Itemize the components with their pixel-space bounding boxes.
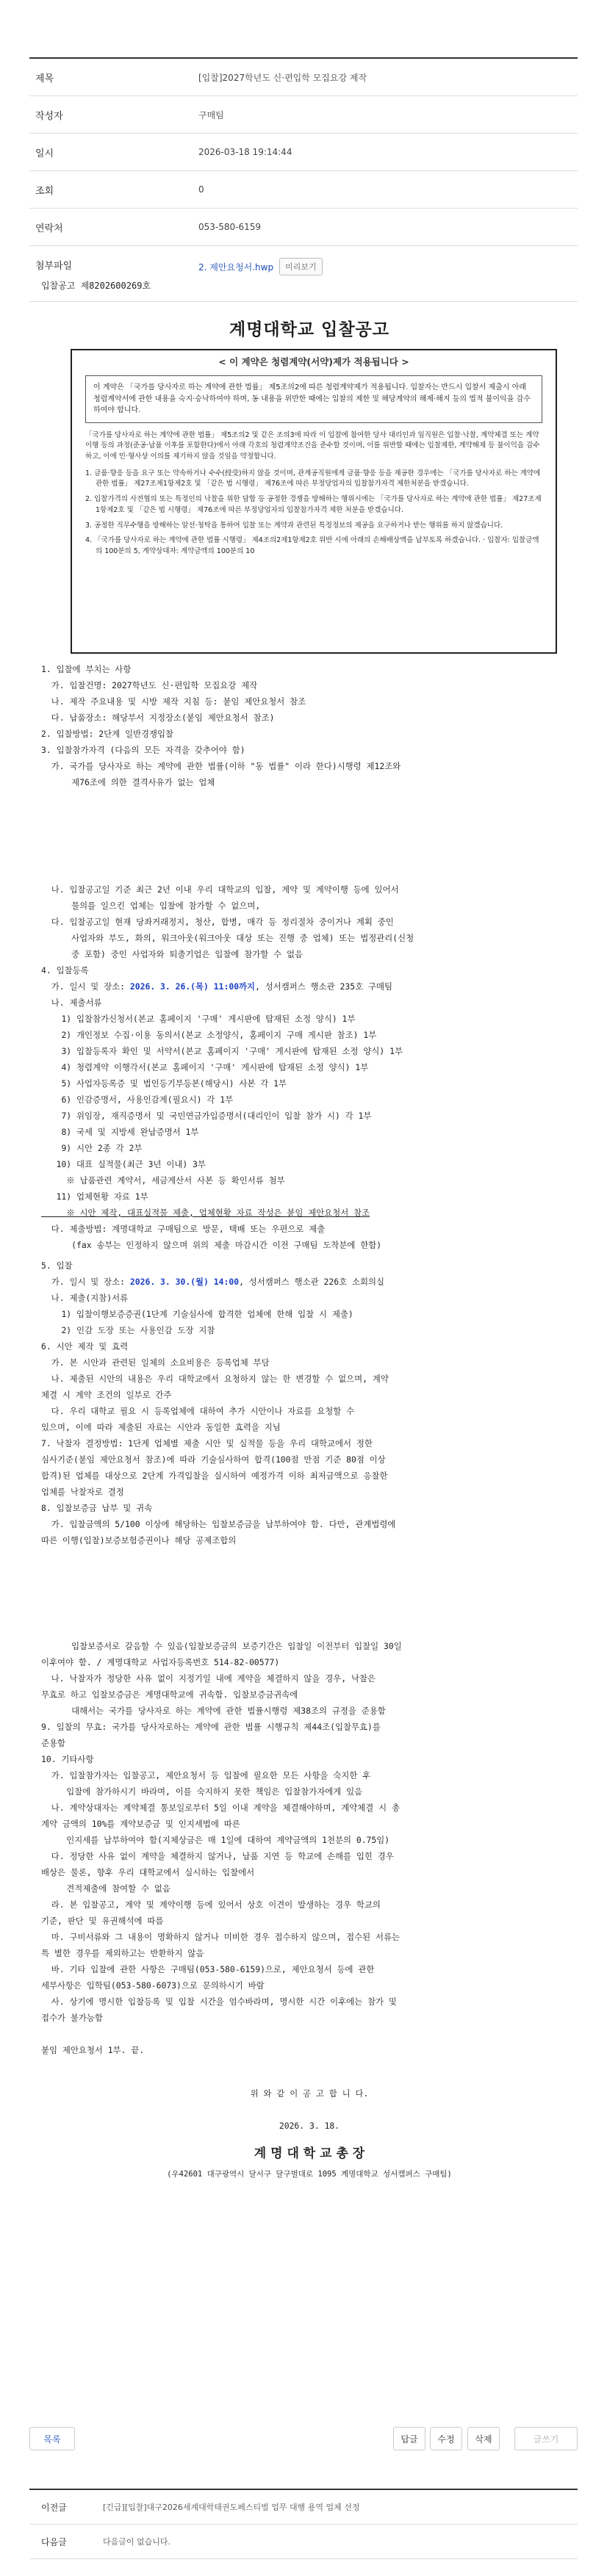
- info-value: 2026-03-18 19:14:44: [198, 147, 292, 157]
- attachment-note: 붙임 제안요청서 1부. 끝.: [41, 2045, 145, 2055]
- notice-number: 입찰공고 제8202600269호: [41, 281, 151, 291]
- notice-date: 2026. 3. 18.: [279, 2121, 340, 2131]
- post-navigation: [29, 2489, 578, 2559]
- section-10: 10. 기타사항 가. 입찰참가자는 입찰공고, 제안요청서 등 입찰에 필요한 모든 사항을 숙지한 후 입찰에 참가하시기 바라며, 이를 숙지하지 못한 책임은 입찰참가자에게 있음 나. 계약상대자는 계약체결 통보일로부터 5일 이내 계약을 체결해야하며, 계약체결 시 총 계약 금액의 10%를 계약보증금 및 인지세법에 따른 인지세를 납부하여야 함(지체상금은 매 1일에 대하여 계약금액의 1천분의 0.75임) 다. 정당한 사유 없이 계약을 체결하지 않거나, 납품 지연 등 학교에 손해를 입힌 경우 배상은 물론, 향후 우리 대학교에서 실시하는 입찰에서 견적제출에 참여할 수 없음 라. 본 입찰공고, 계약 및 계약이행 등에 있어서 상호 이견이 발생하는 경우 학교의 기준, 판단 및 유권해석에 따름 마. 구비서류와 그 내용이 명확하지 않거나 미비한 경우 접수하지 않으며, 접수된 서류는 특 별한 경우를 제외하고는 반환하지 않음 바. 기타 입찰에 관한 사항은 구매팀(053-580-6159)으로, 제안요청서 등에 관한 세부사항은 입학팀(053-580-6073)으로 문의하시기 바람 사. 상기에 명시한 입찰등록 및 입찰 시간을 엄수바라며, 명시한 시간 이후에는 참가 및 접수가 불가능함: [41, 1754, 400, 2023]
- integrity-box-heading: < 이 계약은 청렴계약(서약)제가 적용됩니다 >: [218, 356, 409, 367]
- next-post-row: [29, 2525, 578, 2559]
- section-6: 6. 시안 제작 및 효력 가. 본 시안과 관련된 일체의 소요비용은 등록업체 부담 나. 제출된 시안의 내용은 우리 대학교에서 요청하지 않는 한 변경할 수 없으며, 계약 체결 시 계약 조건의 일부로 간주 다. 우리 대학교 필요 시 등록업체에 대하여 추가 시안이나 자료를 요청할 수 있으며, 이에 따라 제출된 자료는 시안과 동일한 효력을 지님: [41, 1341, 389, 1432]
- address: (우42601 대구광역시 달서구 달구벌대로 1095 계명대학교 성서캠퍼스 구매팀): [167, 2170, 452, 2179]
- info-row-views: [29, 171, 578, 209]
- doc-item: 11) 업체현황 자료 1부: [41, 1191, 148, 1202]
- prev-post-link[interactable]: [긴급][입찰]대구2026세계대학태권도페스티벌 업무 대행 용역 업체 선정: [103, 2503, 360, 2512]
- integrity-definition: 「국가를 당사자로 하는 계약에 관한 법률」 제5조의2 및 같은 조의3에 따라 이 입찰에 참여한 당사 대리인과 임직원은 입찰·낙찰, 계약체결 또는 계약이행 등의 과정(준공·납품 이후를 포함한다)에서 아래 각호의 청렴계약조건을 준수할 것이며, 이를 위반할 때에는 입찰제한, 계약해제 등 불이익을 감수하고, 이에 민·형사상 이의를 제기하지 않을 것임을 약정합니다.: [85, 430, 540, 461]
- info-value: 053-580-6159: [198, 222, 262, 232]
- section-5a: [41, 1274, 578, 1290]
- section-4-heading: 4. 입찰등록: [41, 965, 89, 975]
- integrity-item: 2. 입찰가격의 사전협의 또는 특정인의 낙찰을 위한 담합 등 공정한 경쟁을 방해하는 행위시에는 「국가를 당사자로 하는 계약에 관한 법률」 제27조제1항제2호 및 「같은 법 시행령」 제76조에 따른 부정당업자의 입찰참가자격 제한 처분을 받겠습니다.: [85, 495, 542, 514]
- integrity-contract-box: [71, 349, 557, 654]
- label-text: , 성서캠퍼스 행소관 235호 구매팀: [255, 981, 392, 992]
- prev-post-row[interactable]: [29, 2490, 578, 2525]
- list-button[interactable]: 목록: [29, 2427, 75, 2450]
- info-label: 제목: [35, 73, 54, 84]
- section-1b: 나. 제작 주요내용 및 시방 제작 지침 등: 붙임 제안요청서 참조: [41, 696, 306, 707]
- integrity-intro: 이 계약은 「국가를 당사자로 하는 계약에 관한 법률」 제5조의2에 따른 청렴계약제가 적용됩니다. 입찰자는 반드시 입찰서 제출시 아래 청렴계약서에 관한 내용을 숙지·승낙하여야 하며, 동 내용을 위반한 때에는 입찰의 제한 및 해당계약의 해제·해지 등의 법적 불이익을 감수하여야 합니다.: [85, 375, 542, 423]
- attachment-link[interactable]: 2. 제안요청서.hwp: [198, 261, 274, 273]
- post-info-table: [29, 57, 578, 302]
- action-bar: [29, 2427, 578, 2453]
- section-1c: 다. 납품장소: 해당부서 지정장소(붙임 제안요청서 참조): [41, 712, 275, 723]
- integrity-item: 4. 「국가를 당사자로 하는 계약에 관한 법률 시행령」 제4조의2제1항제2호 위반 시에 아래의 손해배상액을 납부토록 하겠습니다. · 입찰자: 입찰금액의 100분의 5, 계약상대자: 계약금액의 100분의 10: [85, 536, 539, 555]
- section-4c: 다. 제출방법: 계명대학교 구매팀으로 방문, 택배 또는 우편으로 제출 (fax 송부는 인정하지 않으며 위의 제출 마감시간 이전 구매팀 도착분에 한함): [51, 1224, 382, 1250]
- info-row-contact: [29, 209, 578, 246]
- doc-note-underlined: ※ 시안 제작, 대표실적물 제출, 업체현황 자료 작성은 붙임 제안요청서 참조: [41, 1208, 370, 1218]
- integrity-items: [85, 469, 542, 558]
- info-value: 구매팀: [198, 109, 224, 120]
- section-2: 2. 입찰방법: 2단계 일반경쟁입찰: [41, 729, 174, 739]
- info-label: 작성자: [35, 110, 63, 122]
- info-label: 연락처: [35, 223, 63, 234]
- attachment-value: [198, 258, 323, 275]
- section-8b: 입찰보증서로 갈음할 수 있음(입찰보증금의 보증기간은 입찰일 이전부터 입찰일 30일 이후여야 함. / 계명대학교 사업자등록번호 514-82-00577) 나. 낙찰자가 정당한 사유 없이 지정기일 내에 계약을 체결하지 않을 경우, 낙찰은 무효로 하고 입찰보증금은 계명대학교에 귀속함. 입찰보증금귀속에 대해서는 국가를 당사자로 하는 계약에 관한 법률시행령 제38조의 규정을 준용함: [41, 1641, 402, 1716]
- signer: 계 명 대 학 교 총 장: [254, 2146, 365, 2161]
- info-label: 일시: [35, 148, 54, 159]
- doc-item: 7) 위임장, 재직증명서 및 국민연금가입증명서(대리인이 입찰 참가 시) 각 1부: [41, 1111, 372, 1121]
- edit-button[interactable]: 수정: [430, 2427, 462, 2450]
- write-button[interactable]: 글쓰기: [514, 2427, 578, 2450]
- info-row-author: [29, 96, 578, 134]
- section-1-heading: 1. 입찰에 부치는 사항: [41, 664, 132, 674]
- doc-item: 1) 입찰참가신청서(본교 홈페이지 '구매' 게시판에 탑재된 소정 양식) 1부: [41, 1014, 356, 1024]
- bid-date: 2026. 3. 30.(월) 14:00: [129, 1277, 240, 1287]
- section-5-heading: 5. 입찰: [41, 1260, 73, 1271]
- doc-item: 6) 인감증명서, 사용인감계(필요시) 각 1부: [41, 1094, 234, 1105]
- registration-deadline: 2026. 3. 26.(목) 11:00까지: [129, 981, 256, 992]
- section-4a: [41, 978, 578, 995]
- doc-item: 9) 시안 2종 각 2부: [41, 1143, 143, 1153]
- info-row-date: [29, 134, 578, 171]
- section-1a: 가. 입찰건명: 2027학년도 신·편입학 모집요강 제작: [41, 680, 258, 690]
- info-row-attachment: [29, 246, 578, 302]
- preview-button[interactable]: 미리보기: [279, 258, 323, 275]
- section-3c: 다. 입찰공고일 현재 당좌거래정지, 청산, 합병, 매각 등 정리절차 중이거나 계획 중인 사업자와 부도, 화의, 워크아웃(워크아웃 대상 또는 진행 중 업체) 또는 법정관리(신청 중 포함) 중인 사업자와 퇴출기업은 입찰에 참가할 수 없음: [51, 917, 414, 959]
- label-text: 가. 일시 및 장소:: [41, 981, 130, 992]
- info-label: 첨부파일: [35, 261, 73, 272]
- integrity-item: 1. 금품·향응 등을 요구 또는 약속하거나 수수(授受)하지 않을 것이며, 관계공직원에게 금품·향응 등을 제공한 경우에는 「국가를 당사자로 하는 계약에 관한 법률」 제27조제1항제2호 및 「같은 법 시행령」 제76조에 따른 부정당업자의 입찰참가자격 제한처분을 받겠습니다.: [85, 469, 541, 488]
- doc-item: 4) 청렴계약 이행각서(본교 홈페이지 '구매' 게시판에 탑재된 소정 양식) 1부: [41, 1062, 369, 1072]
- section-4b: 나. 제출서류: [41, 997, 102, 1008]
- section-3b: 나. 입찰공고일 기준 최근 2년 이내 우리 대학교의 입찰, 계약 및 계약이행 등에 있어서 물의를 일으킨 업체는 입찰에 참가할 수 없으며,: [51, 884, 399, 911]
- label-text: 가. 일시 및 장소:: [41, 1277, 130, 1287]
- doc-item: 5) 사업자등록증 및 법인등기부등본(해당시) 사본 각 1부: [41, 1078, 287, 1089]
- label-text: , 성서캠퍼스 행소관 226호 소회의실: [239, 1277, 384, 1287]
- closing-statement: 위 와 같 이 공 고 합 니 다.: [250, 2088, 369, 2099]
- doc-item: 2) 개인정보 수집·이용 동의서(본교 소정양식, 홈페이지 구매 게시판 참조) 1부: [41, 1030, 377, 1040]
- next-post-value: 다음글이 없습니다.: [103, 2537, 171, 2547]
- section-3a: 가. 국가를 당사자로 하는 계약에 관한 법률(이하 "동 법률" 이라 한다)시행령 제12조와 제76조에 의한 결격사유가 없는 업체: [51, 761, 401, 787]
- info-value: [입찰]2027학년도 신·편입학 모집요강 제작: [198, 72, 367, 83]
- doc-item: 10) 대표 실적물(최근 3년 이내) 3부: [41, 1159, 206, 1169]
- info-row-title: [29, 59, 578, 96]
- doc-item: 3) 입찰등록자 확인 및 서약서(본교 홈페이지 '구매' 게시판에 탑재된 소정 양식) 1부: [41, 1046, 403, 1056]
- reply-button[interactable]: 답글: [393, 2427, 425, 2450]
- document-title: 계명대학교 입찰공고: [229, 320, 389, 339]
- doc-note: ※ 납품관련 계약서, 세금계산서 사본 등 확인서류 첨부: [41, 1175, 285, 1186]
- info-value: 0: [198, 184, 204, 195]
- prev-post-label: 이전글: [41, 2502, 67, 2513]
- doc-item: 8) 국세 및 지방세 완납증명서 1부: [41, 1127, 199, 1137]
- next-post-label: 다음글: [41, 2536, 67, 2547]
- section-8: 8. 입찰보증금 납부 및 귀속 가. 입찰금액의 5/100 이상에 해당하는 입찰보증금을 납부하여야 함. 다만, 관계법령에 따른 이행(입찰)보증보험증권이나 해당 공제조합의: [41, 1503, 396, 1545]
- section-9: 9. 입찰의 무효: 국가를 당사자로하는 계약에 관한 법률 시행규칙 제44조(입찰무효)를 준용함: [41, 1722, 381, 1748]
- section-7: 7. 낙찰자 결정방법: 1단계 업체별 제출 시안 및 실적물 등을 우리 대학교에서 정한 심사기준(붙임 제안요청서 참조)에 따라 기술심사하여 합격(100점 만점 기준 80점 이상 합격)된 업체를 대상으로 2단계 가격입찰을 실시하여 예정가격 이하 최저금액으로 응찰한 업체를 낙찰자로 결정: [41, 1438, 388, 1497]
- integrity-item: 3. 공정한 직무수행을 방해하는 알선·청탁을 통하여 입찰 또는 계약과 관련된 특정정보의 제공을 요구하거나 받는 행위를 하지 않겠습니다.: [85, 521, 503, 530]
- section-5b: 나. 제출(지참)서류 1) 입찰이행보증증권(1단계 기술심사에 합격한 업체에 한해 입찰 시 제출) 2) 인감 도장 또는 사용인감 도장 지참: [51, 1293, 353, 1335]
- delete-button[interactable]: 삭제: [467, 2427, 500, 2450]
- info-label: 조회: [35, 185, 54, 197]
- section-3-heading: 3. 입찰참가자격 (다음의 모든 자격을 갖추어야 함): [41, 745, 245, 755]
